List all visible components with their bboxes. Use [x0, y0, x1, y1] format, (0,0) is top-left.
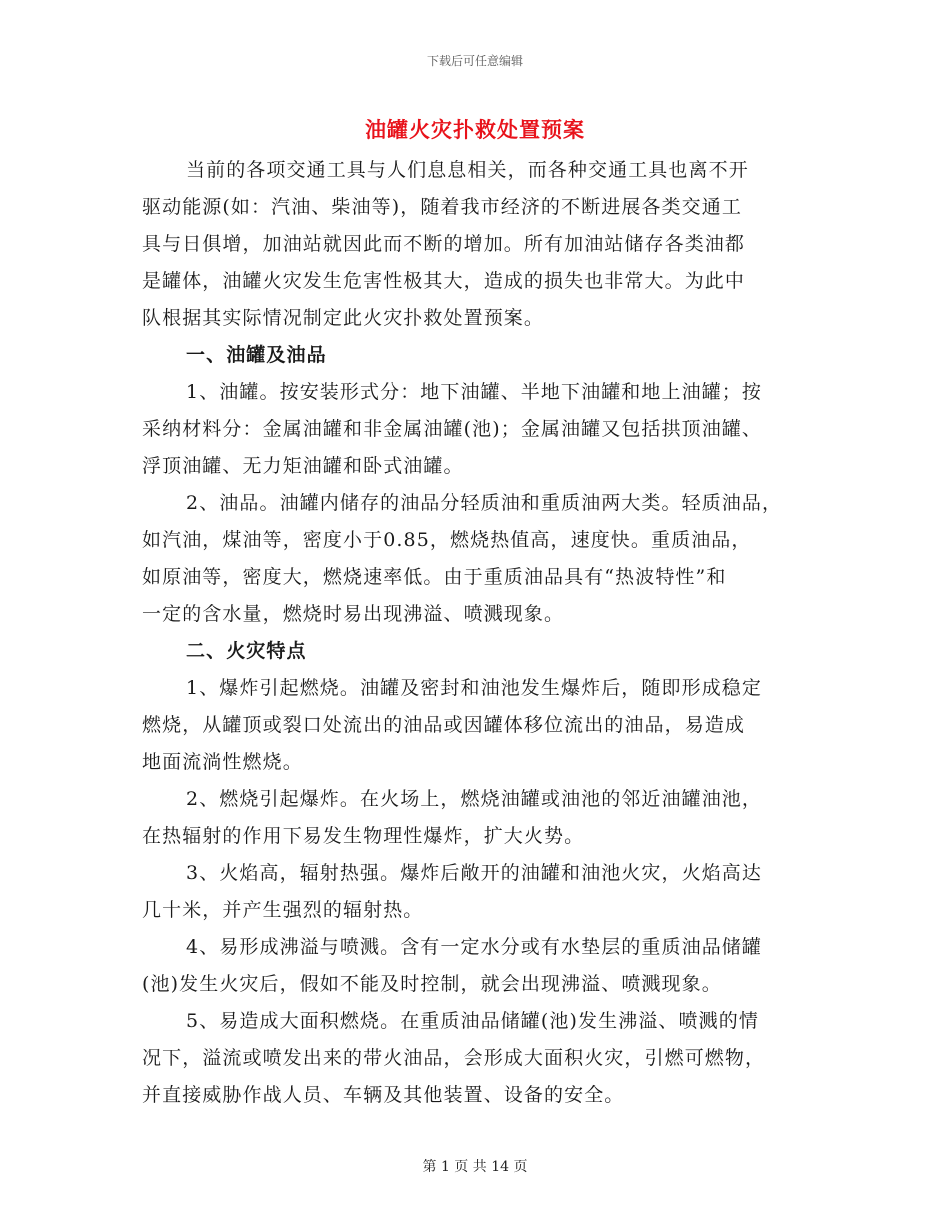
paragraph-line: 3、火焰高，辐射热强。爆炸后敞开的油罐和油池火灾，火焰高达	[186, 862, 762, 884]
paragraph-line: 4、易形成沸溢与喷溅。含有一定水分或有水垫层的重质油品储罐	[186, 936, 762, 958]
paragraph-line: 具与日俱增，加油站就因此而不断的增加。所有加油站储存各类油都	[142, 233, 746, 255]
paragraph-line: 1、油罐。按安装形式分：地下油罐、半地下油罐和地上油罐；按	[186, 381, 762, 403]
paragraph-line: 驱动能源(如：汽油、柴油等)，随着我市经济的不断进展各类交通工	[142, 196, 742, 218]
page-footer: 第 1 页 共 14 页	[422, 1159, 528, 1175]
paragraph-line: 是罐体，油罐火灾发生危害性极其大，造成的损失也非常大。为此中	[142, 270, 746, 292]
paragraph-line: 1、爆炸引起燃烧。油罐及密封和油池发生爆炸后，随即形成稳定	[186, 677, 762, 699]
paragraph-line: 2、燃烧引起爆炸。在火场上，燃烧油罐或油池的邻近油罐油池，	[186, 788, 762, 810]
paragraph-line: 2、油品。油罐内储存的油品分轻质油和重质油两大类。轻质油品，	[186, 492, 783, 514]
header-note: 下载后可任意编辑	[426, 54, 523, 68]
paragraph-line: 一定的含水量，燃烧时易出现沸溢、喷溅现象。	[142, 603, 565, 625]
paragraph-line: 当前的各项交通工具与人们息息相关，而各种交通工具也离不开	[186, 159, 749, 181]
paragraph-line: 几十米，并产生强烈的辐射热。	[142, 899, 424, 921]
paragraph-line: 队根据其实际情况制定此火灾扑救处置预案。	[142, 307, 545, 329]
paragraph-line: 浮顶油罐、无力矩油罐和卧式油罐。	[142, 455, 464, 477]
paragraph-line: (池)发生火灾后，假如不能及时控制，就会出现沸溢、喷溅现象。	[142, 973, 722, 995]
paragraph-line: 燃烧，从罐顶或裂口处流出的油品或因罐体移位流出的油品，易造成	[142, 714, 746, 736]
paragraph-line: 并直接威胁作战人员、车辆及其他装置、设备的安全。	[142, 1084, 625, 1106]
paragraph-line: 地面流淌性燃烧。	[142, 751, 303, 773]
section-heading: 一、油罐及油品	[186, 344, 327, 366]
paragraph-line: 况下，溢流或喷发出来的带火油品，会形成大面积火灾，引燃可燃物，	[142, 1047, 766, 1069]
paragraph-line: 采纳材料分：金属油罐和非金属油罐(池)；金属油罐又包括拱顶油罐、	[142, 418, 763, 440]
paragraph-line: 在热辐射的作用下易发生物理性爆炸，扩大火势。	[142, 825, 585, 847]
document-body	[142, 152, 822, 1114]
paragraph-line: 5、易造成大面积燃烧。在重质油品储罐(池)发生沸溢、喷溅的情	[186, 1010, 759, 1032]
section-heading: 二、火灾特点	[186, 640, 307, 662]
document-title: 油罐火灾扑救处置预案	[365, 117, 585, 142]
paragraph-line: 如原油等，密度大，燃烧速率低。由于重质油品具有“热波特性”和	[142, 566, 727, 588]
paragraph-line: 如汽油，煤油等，密度小于0.85，燃烧热值高，速度快。重质油品，	[142, 529, 752, 551]
